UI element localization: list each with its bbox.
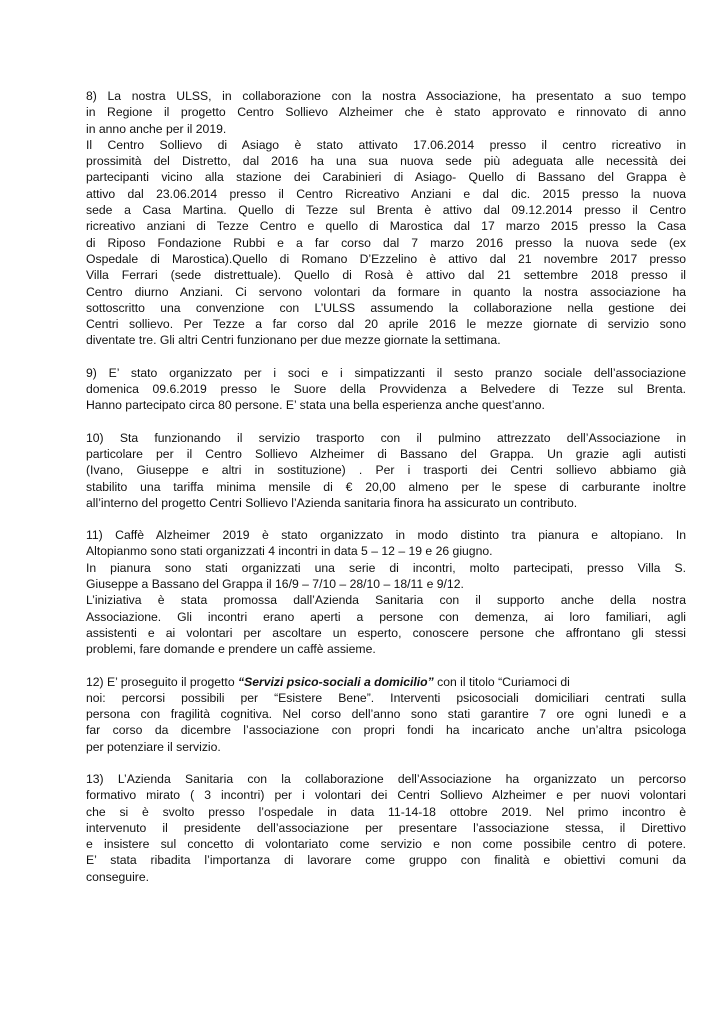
project-title-emphasis: “Servizi psico-sociali a domicilio” (237, 674, 434, 689)
text-line: Il Centro Sollievo di Asiago è stato attivato 17.06.2014 presso il centro ricreativo in (86, 137, 686, 152)
text-run: con il titolo “Curiamoci di (433, 674, 570, 689)
text-line: E’ stata ribadita l’importanza di lavorare come gruppo con finalità e obiettivi comuni da (86, 853, 686, 868)
text-line: stabilito una tariffa minima mensile di € 20,00 almeno per le spese di carburante inoltre (86, 479, 686, 494)
text-line: sottoscritto una convenzione con L’ULSS assumendo la collaborazione nella gestione dei (86, 300, 686, 315)
text-line: partecipanti vicino alla stazione dei Carabinieri di Asiago- Quello di Bassano del Grappa è (86, 170, 686, 185)
text-line: e insistere sul concetto di volontariato come servizio e non come possibile centro di potere. (86, 837, 686, 852)
text-line: ricreativo anziani di Tezze Centro e quello di Marostica dal 17 marzo 2015 presso la Casa (86, 219, 686, 234)
text-line: problemi, fare domande e prendere un caffè assieme. (86, 642, 376, 657)
text-line: In pianura sono stati organizzati una serie di incontri, molto partecipati, presso Villa S. (86, 560, 686, 575)
text-line: 9) E’ stato organizzato per i soci e i simpatizzanti il sesto pranzo sociale dell’associazione (86, 365, 686, 380)
text-line: sede a Casa Martina. Quello di Tezze sul Brenta è attivo dal 09.12.2014 presso il Centro (86, 203, 686, 218)
paragraph-10 (86, 430, 686, 511)
text-line: che si è svolto presso l’ospedale in data 11-14-18 ottobre 2019. Nel primo incontro è (86, 804, 686, 819)
text-line: intervenuto il presidente dell’associazione per presentare l’associazione stessa, il Direttivo (86, 820, 686, 835)
text-line: 8) La nostra ULSS, in collaborazione con la nostra Associazione, ha presentato a suo tempo (86, 89, 686, 103)
paragraph-8 (86, 88, 686, 349)
text-line: in Regione il progetto Centro Sollievo Alzheimer che è stato approvato e rinnovato di anno (86, 105, 686, 120)
paragraph-13 (86, 771, 686, 885)
text-line (86, 674, 686, 690)
text-line: diventate tre. Gli altri Centri funzionano per due mezze giornate la settimana. (86, 333, 501, 348)
paragraph-12 (86, 674, 686, 755)
paragraph-9 (86, 365, 686, 414)
text-line: 11) Caffè Alzheimer 2019 è stato organizzato in modo distinto tra pianura e altopiano. In (86, 528, 686, 543)
text-line: noi: percorsi possibili per “Esistere Bene”. Interventi psicosociali domiciliari centrati sulla (86, 690, 686, 705)
paragraph-11 (86, 527, 686, 657)
text-line: in anno anche per il 2019. (86, 121, 227, 136)
text-line: Giuseppe a Bassano del Grappa il 16/9 – 7/10 – 28/10 – 18/11 e 9/12. (86, 577, 464, 592)
text-line: persona con fragilità cognitiva. Nel corso dell’anno sono stati garantire 7 ore ogni lunedì e a (86, 707, 686, 722)
text-line: 10) Sta funzionando il servizio trasporto con il pulmino attrezzato dell’Associazione in (86, 430, 686, 445)
text-line: L’iniziativa è stata promossa dall’Azienda Sanitaria con il supporto anche della nostra (86, 593, 686, 608)
text-line: attivo dal 23.06.2014 presso il Centro Ricreativo Anziani e dal dic. 2015 presso la nuova (86, 186, 686, 201)
text-line: all’interno del progetto Centri Sollievo l’Azienda sanitaria finora ha assicurato un contributo. (86, 495, 578, 510)
text-line: Hanno partecipato circa 80 persone. E’ stata una bella esperienza anche quest’anno. (86, 398, 545, 413)
text-line: Villa Ferrari (sede distrettuale). Quello di Rosà è attivo dal 21 settembre 2018 presso il (86, 268, 686, 283)
text-line: Associazione. Gli incontri erano aperti a persone con demenza, ai loro familiari, agli (86, 609, 686, 624)
text-line: far corso da dicembre l’associazione con propri fondi ha incaricato anche un’altra psicologa (86, 723, 686, 738)
text-line: per potenziare il servizio. (86, 739, 221, 754)
text-line: prossimità del Distretto, dal 2016 ha una sua nuova sede più adeguata alle necessità dei (86, 154, 686, 169)
text-line: Centro diurno Anziani. Ci servono volontari da formare in quanto la nostra associazione ha (86, 284, 686, 299)
text-line: Centri sollievo. Per Tezze a far corso dal 20 aprile 2016 le mezze giornate di servizio sono (86, 317, 686, 332)
text-run: 12) E’ proseguito il progetto (86, 674, 238, 689)
text-line: 13) L’Azienda Sanitaria con la collaborazione dell’Associazione ha organizzato un percorso (86, 771, 686, 786)
text-line: conseguire. (86, 869, 150, 884)
text-line: domenica 09.6.2019 presso le Suore della Provvidenza a Belvedere di Tezze sul Brenta. (86, 382, 686, 397)
text-line: di Riposo Fondazione Rubbi e a far corso dal 7 marzo 2016 presso la nuova sede (ex (86, 235, 686, 250)
text-line: Ospedale di Marostica).Quello di Romano D’Ezzelino è attivo dal 21 novembre 2017 presso (86, 251, 686, 266)
text-line: (Ivano, Giuseppe e altri in sostituzione) . Per i trasporti dei Centri sollievo abbiamo già (86, 463, 686, 478)
text-line: formativo mirato ( 3 incontri) per i volontari dei Centri Sollievo Alzheimer e per nuovi volontari (86, 788, 686, 803)
text-line: Altopianmo sono stati organizzati 4 incontri in data 5 – 12 – 19 e 26 giugno. (86, 544, 493, 559)
text-line: assistenti e ai volontari per ascoltare un esperto, conoscere persone che affrontano gli stessi (86, 625, 686, 640)
text-line: particolare per il Centro Sollievo Alzheimer di Bassano del Grappa. Un grazie agli autisti (86, 446, 686, 461)
document-page (86, 88, 686, 901)
